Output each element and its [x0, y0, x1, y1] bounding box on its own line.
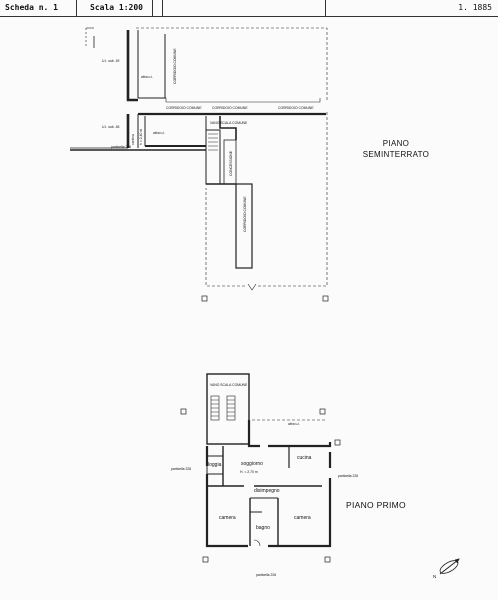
- header-reference: 1. 1885: [458, 3, 492, 12]
- sheet-header: [0, 0, 498, 17]
- label-loggia: loggia: [208, 462, 222, 468]
- basement-boundary: [206, 188, 245, 286]
- label-bagno: bagno: [256, 525, 270, 531]
- label-particella-basement: particella 226: [111, 145, 132, 149]
- label-soggiorno: soggiorno: [241, 461, 263, 467]
- boundary-marker: [335, 440, 340, 445]
- label-disimpegno: disimpegno: [254, 488, 280, 494]
- label-corridoio-1: CORRIDOIO COMUNE: [166, 106, 202, 110]
- label-particella-right: particella 226: [338, 474, 359, 478]
- boundary-marker: [323, 296, 328, 301]
- header-divider: [152, 0, 153, 16]
- north-label: N: [433, 574, 437, 579]
- title-seminterrato-line2: SEMINTERRATO: [362, 150, 430, 159]
- header-divider: [325, 0, 326, 16]
- scale-label: Scala 1:200: [90, 3, 143, 12]
- label-particella-bottom: particella 226: [256, 573, 277, 577]
- label-cucina: cucina: [297, 455, 312, 461]
- wall: [207, 474, 248, 546]
- door-opening: [254, 540, 260, 546]
- label-corridoio-3: CORRIDOIO COMUNE: [278, 106, 314, 110]
- header-divider: [162, 0, 163, 16]
- label-particella-left: particella 226: [171, 467, 192, 471]
- header-divider: [76, 0, 77, 16]
- wall: [249, 420, 260, 446]
- scheda-number: Scheda n. 1: [5, 3, 58, 12]
- label-cantina: cantina: [131, 134, 135, 145]
- label-corridoio-2: CORRIDOIO COMUNE: [212, 106, 248, 110]
- boundary-marker: [203, 557, 208, 562]
- floor-plan-drawing: [0, 16, 498, 600]
- boundary-marker: [325, 557, 330, 562]
- boundary-marker: [181, 409, 186, 414]
- title-piano-primo: PIANO PRIMO: [346, 500, 406, 510]
- title-piano-seminterrato: [360, 138, 432, 160]
- wall: [128, 30, 138, 100]
- basement-labels: [102, 48, 314, 232]
- basement-boundary: [258, 112, 327, 286]
- first-floor-plan: [181, 374, 340, 562]
- label-camera-right: camera: [294, 515, 311, 521]
- label-vano-scala-basement: VANO SCALA COMUNE: [210, 121, 248, 125]
- title-seminterrato-line1: PIANO: [382, 139, 410, 148]
- basement-plan: [70, 28, 328, 301]
- label-altra-ui-mid: altra u.i.: [153, 131, 166, 135]
- label-cantina-height: h = 2,40 m: [139, 128, 143, 145]
- stair-treads: [211, 400, 235, 416]
- label-camera-left: camera: [219, 515, 236, 521]
- label-ui-sub-49: U.I. sub. 49: [102, 59, 120, 63]
- label-corridoio-vertical: CORRIDOIO COMUNE: [173, 48, 177, 84]
- boundary-marker: [320, 409, 325, 414]
- wall: [220, 116, 236, 140]
- label-concessione: CONCESSIONE: [229, 150, 233, 176]
- wall: [268, 442, 330, 446]
- boundary-marker: [202, 296, 207, 301]
- label-corridoio-vertical-2: CORRIDOIO COMUNE: [243, 196, 247, 232]
- stair-treads: [208, 134, 218, 150]
- wall: [248, 284, 256, 290]
- wall: [166, 98, 320, 102]
- label-altra-ui-primo: altra u.i.: [288, 422, 301, 426]
- label-vano-scala-primo: VANO SCALA COMUNE: [210, 383, 248, 387]
- label-altra-ui-top: altra u.i.: [141, 75, 154, 79]
- label-soggiorno-height: H. = 2,70 m: [240, 470, 258, 474]
- label-ui-sub-48: U.I. sub. 48: [102, 125, 120, 129]
- north-arrow-icon: [433, 558, 460, 579]
